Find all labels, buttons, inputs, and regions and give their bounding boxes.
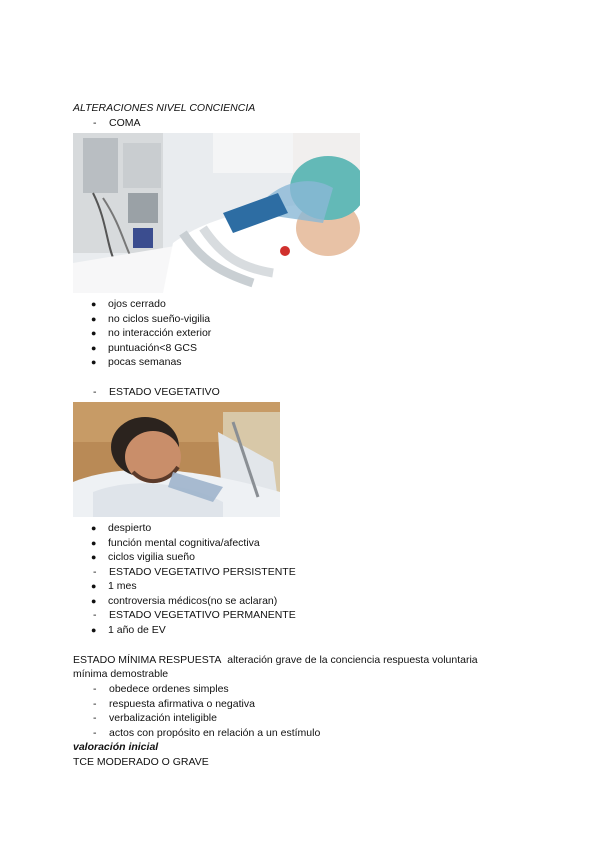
dash-marker: -: [93, 117, 97, 129]
list-item: [93, 726, 320, 741]
bullet-marker: ●: [91, 314, 97, 324]
list-item: [91, 594, 277, 609]
section-vegetativo: [93, 385, 220, 400]
bullet-marker: ●: [91, 328, 97, 338]
minima-heading: ESTADO MÍNIMA RESPUESTA: [73, 654, 222, 666]
list-item-text: 1 mes: [108, 580, 137, 592]
list-item: [93, 608, 296, 623]
section-coma-label: COMA: [109, 117, 141, 129]
minima-text: alteración grave de la conciencia respuesta voluntaria: [227, 654, 478, 666]
list-item-text: verbalización inteligible: [109, 712, 217, 724]
dash-marker: -: [93, 712, 97, 724]
minima-text-continued: mínima demostrable: [73, 668, 169, 680]
list-item: [91, 536, 260, 551]
bullet-marker: ●: [91, 523, 97, 533]
vegetative-patient-photo: [73, 402, 280, 517]
list-item-text: 1 año de EV: [108, 624, 166, 636]
bullet-marker: ●: [91, 625, 97, 635]
section-coma: [93, 116, 141, 131]
bullet-marker: ●: [91, 299, 97, 309]
dash-marker: -: [93, 386, 97, 398]
coma-patient-photo: [73, 133, 360, 293]
list-item-text: respuesta afirmativa o negativa: [109, 698, 255, 710]
minima-paragraph: [73, 653, 533, 668]
list-item: [91, 312, 210, 327]
list-item-text: no interacción exterior: [108, 327, 212, 339]
list-item-text: ciclos vigilia sueño: [108, 551, 195, 563]
page-title: ALTERACIONES NIVEL CONCIENCIA: [73, 102, 256, 114]
bullet-marker: ●: [91, 343, 97, 353]
bullet-marker: ●: [91, 596, 97, 606]
list-item-text: no ciclos sueño-vigilia: [108, 313, 211, 325]
bullet-marker: ●: [91, 538, 97, 548]
list-item: [91, 297, 166, 312]
list-item-text: ESTADO VEGETATIVO PERSISTENTE: [109, 566, 296, 578]
bullet-marker: ●: [91, 552, 97, 562]
tce-text: TCE MODERADO O GRAVE: [73, 756, 209, 768]
list-item: [93, 711, 217, 726]
dash-marker: -: [93, 609, 97, 621]
section-vegetativo-label: ESTADO VEGETATIVO: [109, 386, 220, 398]
list-item: [91, 355, 182, 370]
dash-marker: -: [93, 727, 97, 739]
dash-marker: -: [93, 698, 97, 710]
valoracion-heading: valoración inicial: [73, 741, 159, 753]
list-item: [93, 697, 255, 712]
list-item-text: obedece ordenes simples: [109, 683, 229, 695]
list-item-text: ojos cerrado: [108, 298, 166, 310]
list-item-text: actos con propósito en relación a un estímulo: [109, 727, 321, 739]
list-item-text: despierto: [108, 522, 152, 534]
list-item: [91, 326, 211, 341]
list-item: [93, 565, 296, 580]
dash-marker: -: [93, 683, 97, 695]
list-item: [91, 521, 151, 536]
list-item-text: pocas semanas: [108, 356, 182, 368]
list-item: [91, 623, 166, 638]
bullet-marker: ●: [91, 581, 97, 591]
list-item: [93, 682, 229, 697]
list-item-text: función mental cognitiva/afectiva: [108, 537, 260, 549]
list-item: [91, 579, 137, 594]
list-item-text: ESTADO VEGETATIVO PERMANENTE: [109, 609, 296, 621]
dash-marker: -: [93, 566, 97, 578]
list-item-text: puntuación<8 GCS: [108, 342, 198, 354]
list-item-text: controversia médicos(no se aclaran): [108, 595, 278, 607]
list-item: [91, 341, 197, 356]
list-item: [91, 550, 195, 565]
bullet-marker: ●: [91, 357, 97, 367]
